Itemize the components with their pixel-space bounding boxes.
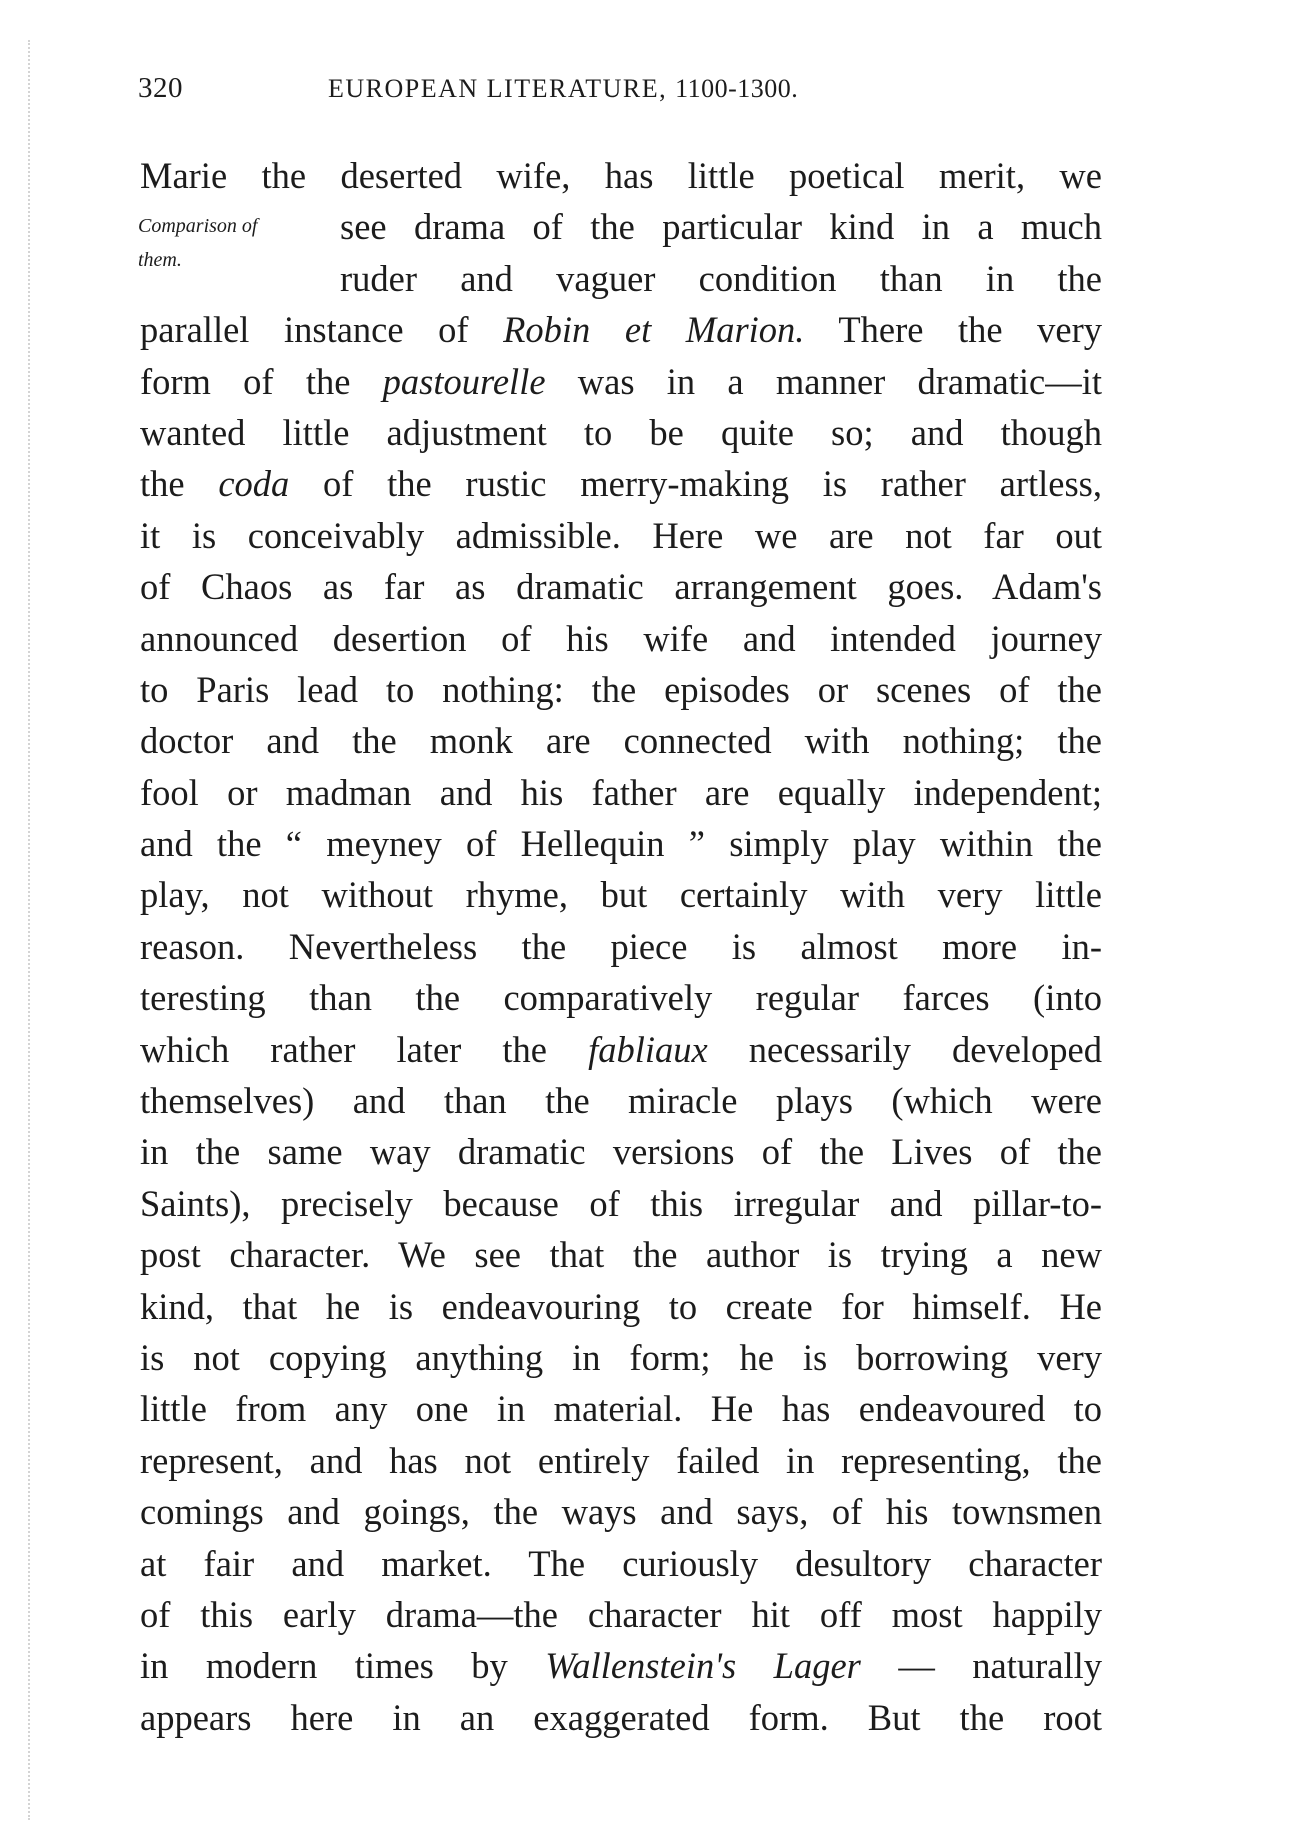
running-date-range: 1100-1300. [675, 74, 799, 103]
text-line: fool or madman and his father are equally independent; [140, 771, 1102, 813]
text-line: wanted little adjustment to be quite so; and though [140, 411, 1102, 453]
marginal-note-line-2: them. [138, 249, 182, 271]
body-text [140, 150, 1102, 1743]
italic-title: Robin et Marion. [503, 309, 805, 351]
text-line: teresting than the comparatively regular farces (into [140, 977, 1102, 1019]
running-title: EUROPEAN LITERATURE, [328, 74, 668, 103]
page-edge-shadow [28, 40, 34, 1820]
text-line: Saints), precisely because of this irregular and pillar-to- [140, 1182, 1102, 1224]
text-line: and the “ meyney of Hellequin ” simply play within the [140, 823, 1102, 865]
italic-term: coda [218, 463, 290, 505]
text-line: post character. We see that the author is trying a new [140, 1234, 1102, 1276]
text-line: play, not without rhyme, but certainly with very little [140, 874, 1102, 916]
marginal-note-line-1: Comparison of [138, 215, 258, 237]
text-line: of Chaos as far as dramatic arrangement goes. Adam's [140, 566, 1102, 608]
text-line: form of the pastourelle was in a manner dramatic—it [140, 360, 1102, 402]
text-line: reason. Nevertheless the piece is almost more in- [140, 925, 1102, 967]
text-line: little from any one in material. He has endeavoured to [140, 1388, 1102, 1430]
text-line: the coda of the rustic merry-making is rather artless, [140, 463, 1102, 505]
text-line: to Paris lead to nothing: the episodes or scenes of the [140, 668, 1102, 710]
text-line: kind, that he is endeavouring to create for himself. He [140, 1285, 1102, 1327]
running-head [328, 74, 798, 104]
text-line: is not copying anything in form; he is borrowing very [140, 1336, 1102, 1378]
text-line: in the same way dramatic versions of the Lives of the [140, 1131, 1102, 1173]
text-line: Marie the deserted wife, has little poetical merit, we [140, 155, 1102, 196]
text-line: comings and goings, the ways and says, of his townsmen [140, 1491, 1102, 1533]
text-line: at fair and market. The curiously desultory character [140, 1542, 1102, 1584]
text-line: ruder and vaguer condition than in the [340, 257, 1102, 299]
text-line: announced desertion of his wife and intended journey [140, 617, 1102, 659]
text-line: appears here in an exaggerated form. But the root [140, 1696, 1102, 1738]
text-line: parallel instance of Robin et Marion. There the very [140, 309, 1103, 351]
text-line: it is conceivably admissible. Here we are not far out [140, 514, 1102, 556]
page-header [138, 72, 1098, 112]
text-line: themselves) and than the miracle plays (which were [140, 1080, 1102, 1122]
text-line: see drama of the particular kind in a much [340, 206, 1102, 248]
italic-term: fabliaux [588, 1028, 708, 1070]
text-line: represent, and has not entirely failed in representing, the [140, 1439, 1102, 1481]
text-line: doctor and the monk are connected with nothing; the [140, 720, 1102, 762]
page-number: 320 [138, 72, 183, 104]
text-line: which rather later the fabliaux necessarily developed [140, 1028, 1103, 1070]
text-line: of this early drama—the character hit off most happily [140, 1593, 1102, 1635]
italic-term: pastourelle [382, 360, 546, 402]
text-line: in modern times by Wallenstein's Lager — naturally [140, 1645, 1102, 1687]
italic-title: Wallenstein's Lager [545, 1645, 861, 1687]
